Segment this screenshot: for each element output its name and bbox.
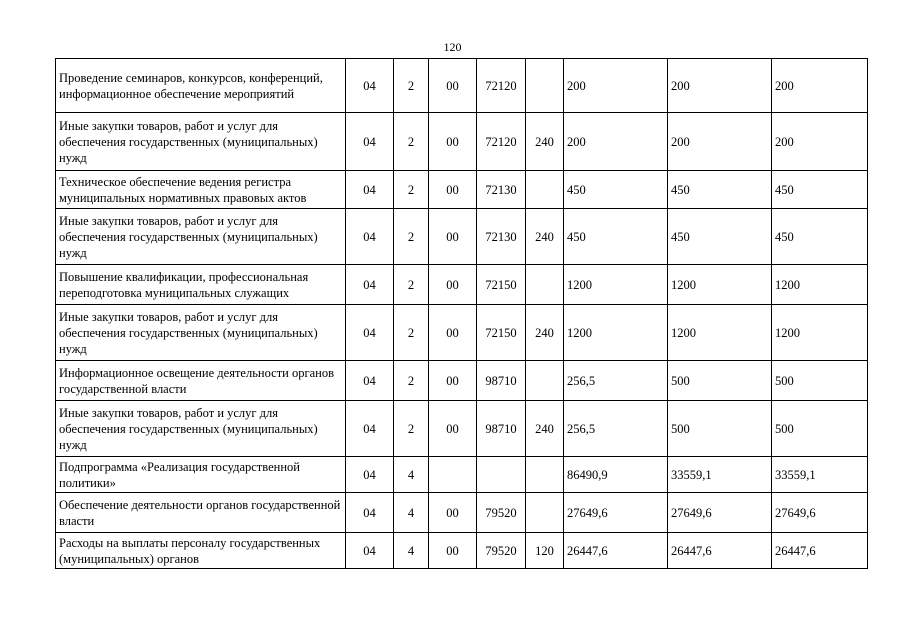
row-sum-2: 26447,6	[668, 533, 772, 569]
row-sum-1: 200	[564, 113, 668, 171]
row-target-code	[477, 457, 526, 493]
row-sum-3: 450	[772, 209, 868, 265]
row-program-code: 00	[429, 265, 477, 305]
row-program-code: 00	[429, 209, 477, 265]
row-subsection-code: 4	[394, 493, 429, 533]
table-row	[56, 171, 868, 209]
row-sum-2: 1200	[668, 265, 772, 305]
page-number: 120	[443, 40, 462, 54]
row-sum-1: 450	[564, 209, 668, 265]
table-row	[56, 457, 868, 493]
table-row	[56, 533, 868, 569]
row-program-code: 00	[429, 59, 477, 113]
row-sum-3: 200	[772, 59, 868, 113]
row-program-code: 00	[429, 361, 477, 401]
row-sum-1: 1200	[564, 265, 668, 305]
row-sum-1: 27649,6	[564, 493, 668, 533]
row-expense-type	[526, 493, 564, 533]
row-name: Информационное освещение деятельности органов государственной власти	[56, 361, 346, 401]
row-section-code: 04	[346, 493, 394, 533]
row-name: Иные закупки товаров, работ и услуг для обеспечения государственных (муниципальных) нужд	[56, 113, 346, 171]
row-sum-1: 200	[564, 59, 668, 113]
row-subsection-code: 2	[394, 305, 429, 361]
row-section-code: 04	[346, 171, 394, 209]
row-sum-2: 33559,1	[668, 457, 772, 493]
row-target-code: 72130	[477, 171, 526, 209]
row-name: Иные закупки товаров, работ и услуг для обеспечения государственных (муниципальных) нужд	[56, 305, 346, 361]
row-sum-3: 500	[772, 361, 868, 401]
row-sum-3: 1200	[772, 305, 868, 361]
row-program-code: 00	[429, 305, 477, 361]
row-sum-1: 256,5	[564, 401, 668, 457]
row-subsection-code: 2	[394, 361, 429, 401]
table-row	[56, 113, 868, 171]
row-sum-1: 26447,6	[564, 533, 668, 569]
row-sum-2: 450	[668, 209, 772, 265]
row-expense-type: 240	[526, 113, 564, 171]
row-target-code: 72120	[477, 113, 526, 171]
row-name: Техническое обеспечение ведения регистра муниципальных нормативных правовых актов	[56, 171, 346, 209]
row-program-code: 00	[429, 171, 477, 209]
row-sum-2: 200	[668, 59, 772, 113]
table-row	[56, 493, 868, 533]
row-subsection-code: 4	[394, 457, 429, 493]
table-row	[56, 209, 868, 265]
row-expense-type	[526, 171, 564, 209]
row-target-code: 98710	[477, 361, 526, 401]
row-target-code: 79520	[477, 493, 526, 533]
row-section-code: 04	[346, 361, 394, 401]
row-target-code: 72150	[477, 265, 526, 305]
row-name: Повышение квалификации, профессиональная переподготовка муниципальных служащих	[56, 265, 346, 305]
row-expense-type	[526, 361, 564, 401]
row-expense-type	[526, 59, 564, 113]
row-sum-3: 450	[772, 171, 868, 209]
row-section-code: 04	[346, 401, 394, 457]
row-subsection-code: 2	[394, 265, 429, 305]
row-sum-1: 256,5	[564, 361, 668, 401]
row-subsection-code: 2	[394, 59, 429, 113]
table-row	[56, 401, 868, 457]
row-sum-2: 200	[668, 113, 772, 171]
row-sum-1: 86490,9	[564, 457, 668, 493]
row-subsection-code: 2	[394, 171, 429, 209]
row-name: Обеспечение деятельности органов государственной власти	[56, 493, 346, 533]
row-subsection-code: 2	[394, 401, 429, 457]
row-target-code: 72120	[477, 59, 526, 113]
table-row	[56, 305, 868, 361]
row-sum-2: 27649,6	[668, 493, 772, 533]
row-sum-3: 1200	[772, 265, 868, 305]
row-section-code: 04	[346, 457, 394, 493]
row-subsection-code: 2	[394, 113, 429, 171]
row-sum-1: 1200	[564, 305, 668, 361]
row-target-code: 72130	[477, 209, 526, 265]
row-program-code: 00	[429, 493, 477, 533]
row-section-code: 04	[346, 209, 394, 265]
row-section-code: 04	[346, 265, 394, 305]
row-expense-type: 120	[526, 533, 564, 569]
row-target-code: 72150	[477, 305, 526, 361]
row-sum-3: 33559,1	[772, 457, 868, 493]
row-subsection-code: 2	[394, 209, 429, 265]
budget-table	[55, 58, 868, 569]
row-program-code: 00	[429, 533, 477, 569]
row-expense-type: 240	[526, 401, 564, 457]
table-row	[56, 59, 868, 113]
row-name: Расходы на выплаты персоналу государственных (муниципальных) органов	[56, 533, 346, 569]
row-sum-3: 200	[772, 113, 868, 171]
row-sum-2: 500	[668, 401, 772, 457]
row-sum-2: 500	[668, 361, 772, 401]
row-subsection-code: 4	[394, 533, 429, 569]
row-section-code: 04	[346, 305, 394, 361]
row-name: Иные закупки товаров, работ и услуг для обеспечения государственных (муниципальных) нужд	[56, 209, 346, 265]
row-sum-2: 450	[668, 171, 772, 209]
row-expense-type	[526, 457, 564, 493]
row-sum-1: 450	[564, 171, 668, 209]
table-row	[56, 265, 868, 305]
row-section-code: 04	[346, 533, 394, 569]
row-expense-type	[526, 265, 564, 305]
row-sum-3: 27649,6	[772, 493, 868, 533]
row-expense-type: 240	[526, 209, 564, 265]
row-target-code: 79520	[477, 533, 526, 569]
row-sum-3: 26447,6	[772, 533, 868, 569]
row-name: Иные закупки товаров, работ и услуг для обеспечения государственных (муниципальных) нужд	[56, 401, 346, 457]
row-name: Подпрограмма «Реализация государственной политики»	[56, 457, 346, 493]
table-row	[56, 361, 868, 401]
row-sum-3: 500	[772, 401, 868, 457]
row-program-code: 00	[429, 113, 477, 171]
row-section-code: 04	[346, 113, 394, 171]
row-expense-type: 240	[526, 305, 564, 361]
row-name: Проведение семинаров, конкурсов, конференций, информационное обеспечение мероприятий	[56, 59, 346, 113]
row-program-code: 00	[429, 401, 477, 457]
row-program-code	[429, 457, 477, 493]
row-section-code: 04	[346, 59, 394, 113]
row-sum-2: 1200	[668, 305, 772, 361]
row-target-code: 98710	[477, 401, 526, 457]
